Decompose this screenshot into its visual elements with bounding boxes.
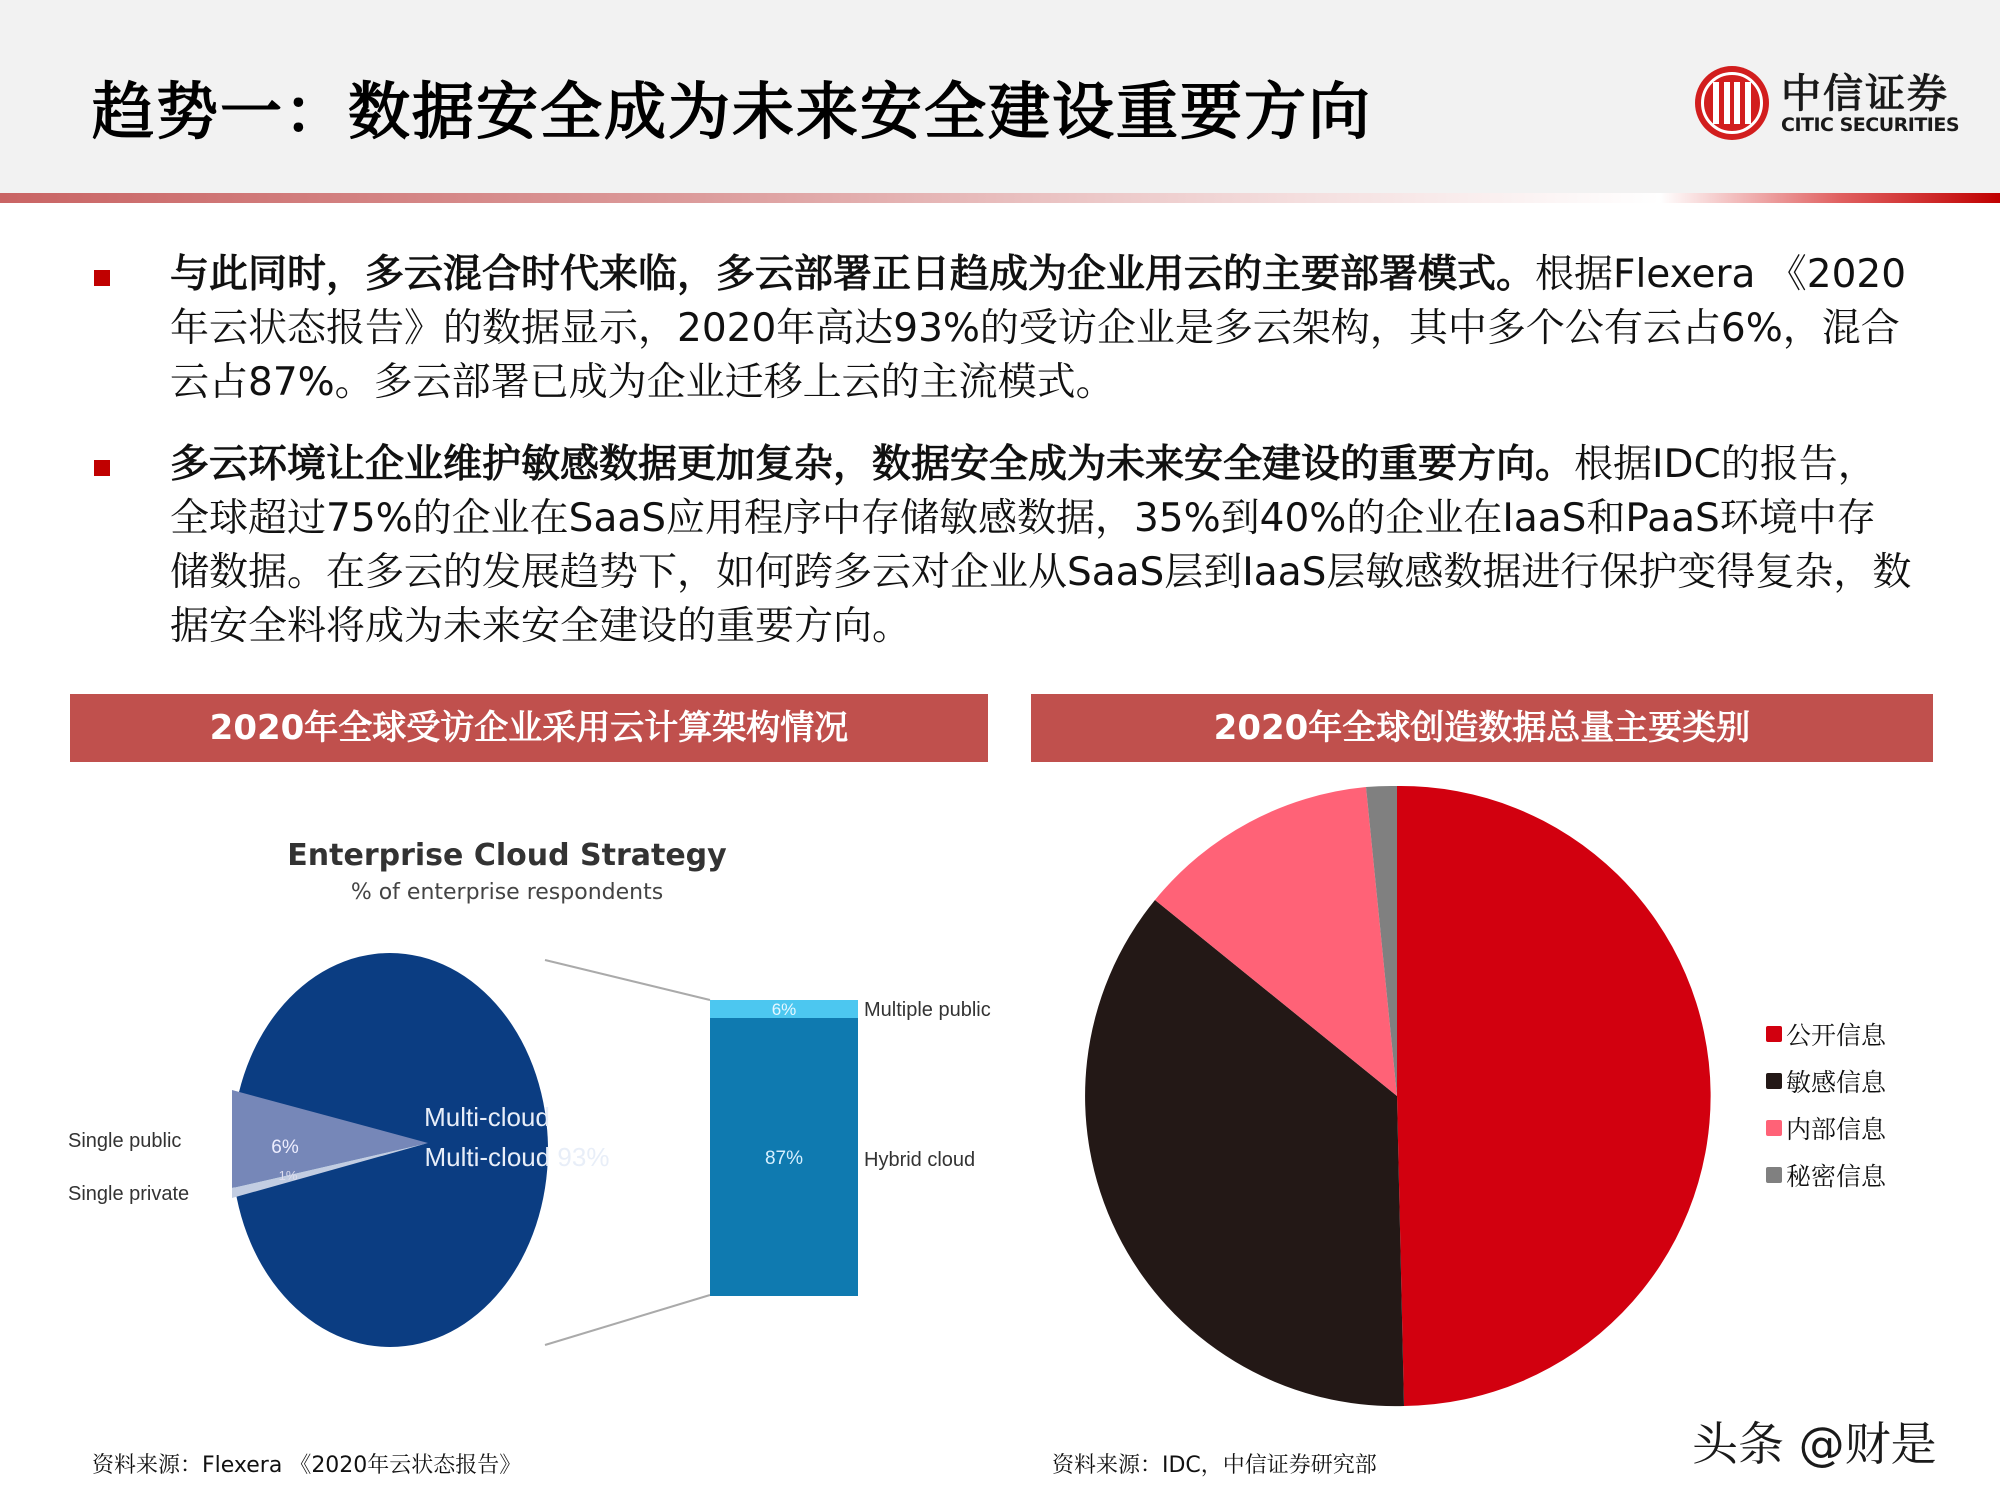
single-public-value: 6% bbox=[271, 1137, 299, 1158]
legend-label: 内部信息 bbox=[1786, 1114, 1887, 1144]
logo-en-text: CITIC SECURITIES bbox=[1781, 114, 1960, 136]
right-chart-legend bbox=[1766, 1010, 1886, 1198]
left-source-note: 资料来源：Flexera 《2020年云状态报告》 bbox=[92, 1453, 522, 1478]
right-chart-banner: 2020年全球创造数据总量主要类别 bbox=[1031, 694, 1933, 762]
bullet-body: 根据IDC的报告，全球超过75%的企业在SaaS应用程序中存储敏感数据，35%到40%的企业在IaaS和PaaS环境中存储数据。在多云的发展趋势下，如何跨多云对企业从SaaS层到IaaS层敏感数据进行保护变得复杂，数据安全料将成为未来安全建设的重要方向。 bbox=[170, 442, 1912, 649]
legend-swatch-icon bbox=[1766, 1073, 1782, 1089]
multi-cloud-breakdown-bar bbox=[710, 999, 991, 1296]
legend-label: 公开信息 bbox=[1786, 1020, 1887, 1050]
cloud-strategy-pie bbox=[68, 953, 710, 1347]
legend-item-internal bbox=[1766, 1104, 1886, 1151]
left-chart-banner: 2020年全球受访企业采用云计算架构情况 bbox=[70, 694, 988, 762]
bullet-headline: 多云环境让企业维护敏感数据更加复杂，数据安全成为未来安全建设的重要方向。 bbox=[170, 442, 1575, 487]
left-chart-subtitle: % of enterprise respondents bbox=[350, 880, 664, 905]
data-category-pie bbox=[1085, 786, 1711, 1406]
bullet-headline: 与此同时，多云混合时代来临，多云部署正日趋成为企业用云的主要部署模式。 bbox=[170, 252, 1536, 297]
logo-cn-text: 中信证券 bbox=[1781, 70, 1949, 117]
legend-swatch-icon bbox=[1766, 1167, 1782, 1183]
bullet-body: 根据Flexera 《2020年云状态报告》的数据显示，2020年高达93%的受访企业是多云架构，其中多个公有云占6%，混合云占87%。多云部署已成为企业迁移上云的主流模式。 bbox=[170, 252, 1907, 405]
watermark: 头条 @财是 bbox=[1692, 1417, 1937, 1471]
multiple-public-value: 6% bbox=[771, 1000, 797, 1019]
legend-item-sensitive bbox=[1766, 1057, 1886, 1104]
hybrid-label: Hybrid cloud bbox=[864, 1149, 976, 1171]
multiple-public-label: Multiple public bbox=[864, 999, 991, 1021]
single-private-value: 1% bbox=[278, 1168, 298, 1183]
legend-item-secret bbox=[1766, 1151, 1886, 1198]
hybrid-value: 87% bbox=[764, 1148, 804, 1169]
multi-cloud-label: Multi-cloud bbox=[424, 1102, 550, 1132]
single-public-label: Single public bbox=[68, 1130, 182, 1152]
legend-label: 敏感信息 bbox=[1786, 1067, 1887, 1097]
legend-label: 秘密信息 bbox=[1786, 1161, 1887, 1191]
single-private-label: Single private bbox=[68, 1183, 190, 1205]
legend-item-public bbox=[1766, 1010, 1886, 1057]
legend-swatch-icon bbox=[1766, 1026, 1782, 1042]
left-chart-title: Enterprise Cloud Strategy bbox=[287, 838, 727, 873]
page-title: 趋势一：数据安全成为未来安全建设重要方向 bbox=[92, 75, 1373, 148]
multi-cloud-value: Multi-cloud 93% bbox=[424, 1142, 610, 1172]
legend-swatch-icon bbox=[1766, 1120, 1782, 1136]
slice-public bbox=[1397, 786, 1711, 1406]
right-source-note: 资料来源：IDC，中信证券研究部 bbox=[1052, 1453, 1377, 1478]
